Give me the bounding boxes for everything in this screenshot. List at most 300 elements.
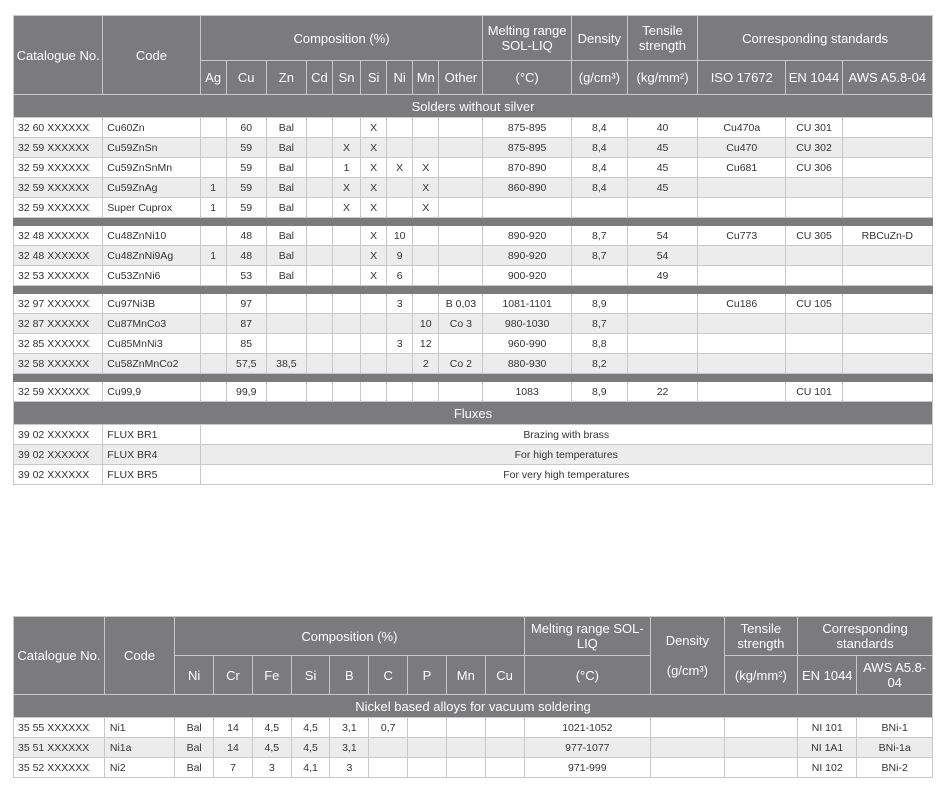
table-cell xyxy=(361,382,387,402)
table-cell xyxy=(439,246,483,266)
table-cell: 85 xyxy=(226,334,266,354)
table-cell xyxy=(361,314,387,334)
table-cell: 8,4 xyxy=(571,118,627,138)
table-cell xyxy=(698,334,786,354)
element-header: Other xyxy=(439,61,483,95)
table-cell xyxy=(842,266,932,286)
group-separator xyxy=(14,286,933,294)
table-cell: Bal xyxy=(175,758,214,778)
table-cell xyxy=(651,738,725,758)
table-cell xyxy=(413,246,439,266)
table-cell xyxy=(332,354,360,374)
table-cell xyxy=(627,334,697,354)
table-cell xyxy=(266,382,306,402)
table-cell: 3 xyxy=(252,758,291,778)
table-cell xyxy=(306,354,332,374)
table-cell: Bal xyxy=(175,718,214,738)
table-cell xyxy=(387,354,413,374)
table-cell: 4,5 xyxy=(252,718,291,738)
table-cell xyxy=(200,138,226,158)
table-cell: 45 xyxy=(627,158,697,178)
tensile-unit: (kg/mm²) xyxy=(724,656,798,695)
table-cell xyxy=(200,226,226,246)
table-cell: X xyxy=(413,158,439,178)
table-cell xyxy=(627,314,697,334)
table-cell xyxy=(306,226,332,246)
table-cell: 12 xyxy=(413,334,439,354)
flux-row xyxy=(14,425,933,445)
flux-row xyxy=(14,465,933,485)
table-cell xyxy=(786,334,842,354)
section-nickel-alloys xyxy=(14,695,933,718)
col-tensile: Tensile strength xyxy=(724,617,798,656)
table-cell xyxy=(446,758,485,778)
table-cell: CU 305 xyxy=(786,226,842,246)
table-cell xyxy=(332,118,360,138)
table-cell: Cu59ZnSn xyxy=(103,138,200,158)
table-cell: 8,7 xyxy=(571,246,627,266)
melting-unit: (°C) xyxy=(483,61,571,95)
table-row xyxy=(14,294,933,314)
table-cell xyxy=(413,118,439,138)
table-cell: FLUX BR4 xyxy=(103,445,200,465)
col-code: Code xyxy=(103,16,200,95)
table-cell: Co 2 xyxy=(439,354,483,374)
table-row xyxy=(14,334,933,354)
table-cell xyxy=(446,738,485,758)
table-cell xyxy=(439,266,483,286)
table-cell xyxy=(361,294,387,314)
table-cell xyxy=(842,198,932,218)
table-cell xyxy=(413,266,439,286)
group-separator-cell xyxy=(14,286,933,294)
flux-description: For very high temperatures xyxy=(200,465,932,485)
table-cell: CU 301 xyxy=(786,118,842,138)
table-cell: X xyxy=(413,198,439,218)
table-cell: 32 48 XXXXXX xyxy=(14,246,103,266)
table-cell xyxy=(306,334,332,354)
table-cell: FLUX BR5 xyxy=(103,465,200,485)
table-cell xyxy=(698,178,786,198)
table-cell xyxy=(332,246,360,266)
table-cell xyxy=(306,178,332,198)
table-cell xyxy=(332,334,360,354)
table-row xyxy=(14,314,933,334)
table-cell: 900-920 xyxy=(483,266,571,286)
table-cell xyxy=(842,354,932,374)
table-cell: 49 xyxy=(627,266,697,286)
tensile-unit: (kg/mm²) xyxy=(627,61,697,95)
table-cell: 1021-1052 xyxy=(524,718,651,738)
table-cell xyxy=(698,198,786,218)
table-row xyxy=(14,138,933,158)
table-cell: CU 105 xyxy=(786,294,842,314)
table-cell: 32 53 XXXXXX xyxy=(14,266,103,286)
table-cell: 8,7 xyxy=(571,314,627,334)
flux-description: For high temperatures xyxy=(200,445,932,465)
table-cell xyxy=(439,158,483,178)
table-cell xyxy=(842,314,932,334)
table-cell xyxy=(651,758,725,778)
col-melting: Melting range SOL-LIQ xyxy=(483,16,571,61)
table-cell: X xyxy=(361,118,387,138)
table-cell: 39 02 XXXXXX xyxy=(14,445,103,465)
table-cell: 40 xyxy=(627,118,697,138)
table-cell xyxy=(200,118,226,138)
table-cell xyxy=(786,246,842,266)
table-cell xyxy=(369,738,408,758)
table-cell xyxy=(485,718,524,738)
element-header: Ni xyxy=(175,656,214,695)
table-cell xyxy=(439,198,483,218)
table-cell xyxy=(439,178,483,198)
table-cell: Cu470a xyxy=(698,118,786,138)
table-cell: 32 59 XXXXXX xyxy=(14,198,103,218)
col-catalogue: Catalogue No. xyxy=(14,16,103,95)
table-cell: Cu773 xyxy=(698,226,786,246)
table-cell: CU 306 xyxy=(786,158,842,178)
table-cell: 59 xyxy=(226,178,266,198)
table-cell: 59 xyxy=(226,158,266,178)
table-cell: 8,9 xyxy=(571,294,627,314)
table-cell: 35 55 XXXXXX xyxy=(14,718,105,738)
table-cell: X xyxy=(361,226,387,246)
table-cell xyxy=(408,758,447,778)
table-cell xyxy=(266,334,306,354)
table-cell: 32 87 XXXXXX xyxy=(14,314,103,334)
table-cell: Bal xyxy=(266,266,306,286)
table-cell: 1081-1101 xyxy=(483,294,571,314)
col-standards: Corresponding standards xyxy=(698,16,933,61)
table-cell: RBCuZn-D xyxy=(842,226,932,246)
table-cell: 32 59 XXXXXX xyxy=(14,138,103,158)
table-cell xyxy=(361,354,387,374)
table-cell xyxy=(387,314,413,334)
table-cell xyxy=(387,138,413,158)
table-cell xyxy=(200,158,226,178)
table-cell: 8,9 xyxy=(571,382,627,402)
table-cell: 10 xyxy=(413,314,439,334)
table-cell xyxy=(627,354,697,374)
element-header: Mn xyxy=(446,656,485,695)
table-cell xyxy=(413,382,439,402)
table-cell xyxy=(842,334,932,354)
table-cell xyxy=(408,738,447,758)
table-cell: Cu87MnCo3 xyxy=(103,314,200,334)
table-cell: Cu48ZnNi10 xyxy=(103,226,200,246)
table-row xyxy=(14,758,933,778)
table-cell: 980-1030 xyxy=(483,314,571,334)
col-tensile: Tensile strength xyxy=(627,16,697,61)
col-composition: Composition (%) xyxy=(200,16,483,61)
table-cell: 875-895 xyxy=(483,118,571,138)
table-cell xyxy=(306,314,332,334)
table-cell xyxy=(387,178,413,198)
element-header: Fe xyxy=(252,656,291,695)
table-cell: Co 3 xyxy=(439,314,483,334)
table-cell: Cu60Zn xyxy=(103,118,200,138)
standard-header: AWS A5.8-04 xyxy=(857,656,933,695)
group-separator-cell xyxy=(14,374,933,382)
table-cell xyxy=(332,294,360,314)
table-cell xyxy=(369,758,408,778)
table-cell: X xyxy=(361,198,387,218)
table-cell xyxy=(306,382,332,402)
table-row xyxy=(14,246,933,266)
table-cell xyxy=(200,382,226,402)
col-code: Code xyxy=(104,617,174,695)
table-cell: 2 xyxy=(413,354,439,374)
table-cell xyxy=(332,314,360,334)
table-cell xyxy=(332,266,360,286)
standard-header: AWS A5.8-04 xyxy=(842,61,932,95)
element-header: Cr xyxy=(214,656,253,695)
element-header: B xyxy=(330,656,369,695)
col-density: Density xyxy=(571,16,627,61)
table-cell: 39 02 XXXXXX xyxy=(14,425,103,445)
table-cell: X xyxy=(361,266,387,286)
table-cell xyxy=(408,718,447,738)
table-cell: 32 59 XXXXXX xyxy=(14,158,103,178)
table-cell: 890-920 xyxy=(483,226,571,246)
table-row xyxy=(14,158,933,178)
element-header: Ni xyxy=(387,61,413,95)
table-cell: Bal xyxy=(266,138,306,158)
table-cell: 59 xyxy=(226,198,266,218)
table-cell: Cu470 xyxy=(698,138,786,158)
table-cell: Ni2 xyxy=(104,758,174,778)
table-cell: 32 58 XXXXXX xyxy=(14,354,103,374)
table-cell xyxy=(306,138,332,158)
table-cell: 14 xyxy=(214,738,253,758)
table-cell xyxy=(698,246,786,266)
table-cell: 32 97 XXXXXX xyxy=(14,294,103,314)
table-cell xyxy=(786,354,842,374)
table-cell: 880-930 xyxy=(483,354,571,374)
table-cell: 10 xyxy=(387,226,413,246)
table-cell xyxy=(842,158,932,178)
density-unit: (g/cm³) xyxy=(571,61,627,95)
table-cell xyxy=(306,294,332,314)
table-cell xyxy=(387,382,413,402)
table-cell xyxy=(842,294,932,314)
standard-header: EN 1044 xyxy=(798,656,857,695)
table-cell: 32 59 XXXXXX xyxy=(14,382,103,402)
table-cell: X xyxy=(413,178,439,198)
table-cell: 57,5 xyxy=(226,354,266,374)
table-cell: 860-890 xyxy=(483,178,571,198)
table-cell: 45 xyxy=(627,138,697,158)
table-cell: NI 101 xyxy=(798,718,857,738)
table-cell: 22 xyxy=(627,382,697,402)
table-cell: B 0,03 xyxy=(439,294,483,314)
table-cell xyxy=(413,226,439,246)
table-cell: 32 85 XXXXXX xyxy=(14,334,103,354)
table-cell: Super Cuprox xyxy=(103,198,200,218)
col-density: Density (g/cm³) xyxy=(651,617,725,695)
table-cell xyxy=(361,334,387,354)
table-cell: X xyxy=(361,246,387,266)
table-cell: 6 xyxy=(387,266,413,286)
table-cell xyxy=(786,266,842,286)
table-cell xyxy=(485,738,524,758)
element-header: Cu xyxy=(485,656,524,695)
table-cell: Cu85MnNi3 xyxy=(103,334,200,354)
table-cell: CU 302 xyxy=(786,138,842,158)
element-header: Cu xyxy=(226,61,266,95)
table-cell: 87 xyxy=(226,314,266,334)
table-cell: 1 xyxy=(332,158,360,178)
table-cell: 60 xyxy=(226,118,266,138)
table-cell xyxy=(842,178,932,198)
table-cell xyxy=(786,178,842,198)
table-cell: Bal xyxy=(266,226,306,246)
col-melting: Melting range SOL-LIQ xyxy=(524,617,651,656)
element-header: Si xyxy=(291,656,330,695)
table-cell xyxy=(698,314,786,334)
table-cell xyxy=(306,266,332,286)
table-cell: FLUX BR1 xyxy=(103,425,200,445)
element-header: Cd xyxy=(306,61,332,95)
group-separator-cell xyxy=(14,218,933,226)
table-cell: 8,4 xyxy=(571,178,627,198)
table-cell xyxy=(627,198,697,218)
table-cell: 960-990 xyxy=(483,334,571,354)
group-separator xyxy=(14,374,933,382)
table-cell xyxy=(571,266,627,286)
table-cell xyxy=(698,382,786,402)
table-cell: Ni1a xyxy=(104,738,174,758)
table-cell: 32 59 XXXXXX xyxy=(14,178,103,198)
table-cell: 4,5 xyxy=(252,738,291,758)
table-cell xyxy=(439,138,483,158)
element-header: Ag xyxy=(200,61,226,95)
group-separator xyxy=(14,218,933,226)
table-cell: 97 xyxy=(226,294,266,314)
table-cell: X xyxy=(361,178,387,198)
table-cell xyxy=(306,118,332,138)
table-cell: 1083 xyxy=(483,382,571,402)
table-cell xyxy=(306,198,332,218)
table-cell xyxy=(485,758,524,778)
table-cell xyxy=(266,314,306,334)
table-cell xyxy=(786,314,842,334)
table-row xyxy=(14,226,933,246)
table-cell: X xyxy=(332,138,360,158)
table-cell: Bal xyxy=(266,178,306,198)
table-cell xyxy=(627,294,697,314)
table-cell: 53 xyxy=(226,266,266,286)
table-cell: Bal xyxy=(266,198,306,218)
table-cell xyxy=(200,334,226,354)
table-row xyxy=(14,718,933,738)
table-cell xyxy=(842,382,932,402)
section-solders-without-silver xyxy=(14,95,933,118)
table-cell: 32 48 XXXXXX xyxy=(14,226,103,246)
table-cell: 3 xyxy=(387,334,413,354)
table-cell: Cu53ZnNi6 xyxy=(103,266,200,286)
table-cell xyxy=(724,718,798,738)
element-header: Mn xyxy=(413,61,439,95)
table-cell: Cu186 xyxy=(698,294,786,314)
standard-header: ISO 17672 xyxy=(698,61,786,95)
solders-table xyxy=(13,15,933,485)
flux-description: Brazing with brass xyxy=(200,425,932,445)
table-cell: 3 xyxy=(330,758,369,778)
table-cell: 45 xyxy=(627,178,697,198)
table-cell: 8,4 xyxy=(571,138,627,158)
table-cell: 48 xyxy=(226,226,266,246)
table-cell: 8,2 xyxy=(571,354,627,374)
table-cell: 1 xyxy=(200,178,226,198)
table-cell: 7 xyxy=(214,758,253,778)
table-cell: X xyxy=(332,178,360,198)
table-row xyxy=(14,198,933,218)
table-cell: 1 xyxy=(200,198,226,218)
table-cell: Cu59ZnSnMn xyxy=(103,158,200,178)
table-cell: 4,5 xyxy=(291,738,330,758)
table-cell xyxy=(439,334,483,354)
table-cell xyxy=(439,382,483,402)
table-cell xyxy=(842,246,932,266)
col-composition: Composition (%) xyxy=(175,617,524,656)
col-catalogue: Catalogue No. xyxy=(14,617,105,695)
table-cell: 38,5 xyxy=(266,354,306,374)
table-cell xyxy=(698,354,786,374)
table-cell: 4,5 xyxy=(291,718,330,738)
table-row xyxy=(14,382,933,402)
table-cell xyxy=(842,118,932,138)
table-cell xyxy=(200,354,226,374)
table-cell xyxy=(698,266,786,286)
table-cell xyxy=(387,118,413,138)
table-cell xyxy=(200,266,226,286)
element-header: C xyxy=(369,656,408,695)
table-cell xyxy=(842,138,932,158)
table-cell: 3,1 xyxy=(330,718,369,738)
flux-row xyxy=(14,445,933,465)
section-fluxes xyxy=(14,402,933,425)
table-cell: 39 02 XXXXXX xyxy=(14,465,103,485)
table-cell: 54 xyxy=(627,226,697,246)
element-header: P xyxy=(408,656,447,695)
table-cell xyxy=(724,758,798,778)
table-cell xyxy=(200,314,226,334)
table-cell: X xyxy=(387,158,413,178)
section-fluxes-label: Fluxes xyxy=(14,402,933,425)
table-cell xyxy=(571,198,627,218)
table-cell: Ni1 xyxy=(104,718,174,738)
table-cell xyxy=(332,382,360,402)
table-row xyxy=(14,266,933,286)
table-cell: 8,4 xyxy=(571,158,627,178)
table-cell xyxy=(306,158,332,178)
table-cell: Bal xyxy=(266,246,306,266)
table-cell: 14 xyxy=(214,718,253,738)
table-cell: X xyxy=(332,198,360,218)
col-standards: Corresponding standards xyxy=(798,617,933,656)
section-solders-without-silver-label: Solders without silver xyxy=(14,95,933,118)
table-cell: BNi-1 xyxy=(857,718,933,738)
table-cell: X xyxy=(361,158,387,178)
table-cell: 1 xyxy=(200,246,226,266)
table-cell: Bal xyxy=(175,738,214,758)
element-header: Zn xyxy=(266,61,306,95)
element-header: Si xyxy=(361,61,387,95)
table-cell xyxy=(387,198,413,218)
table-cell: 35 52 XXXXXX xyxy=(14,758,105,778)
table-row xyxy=(14,118,933,138)
